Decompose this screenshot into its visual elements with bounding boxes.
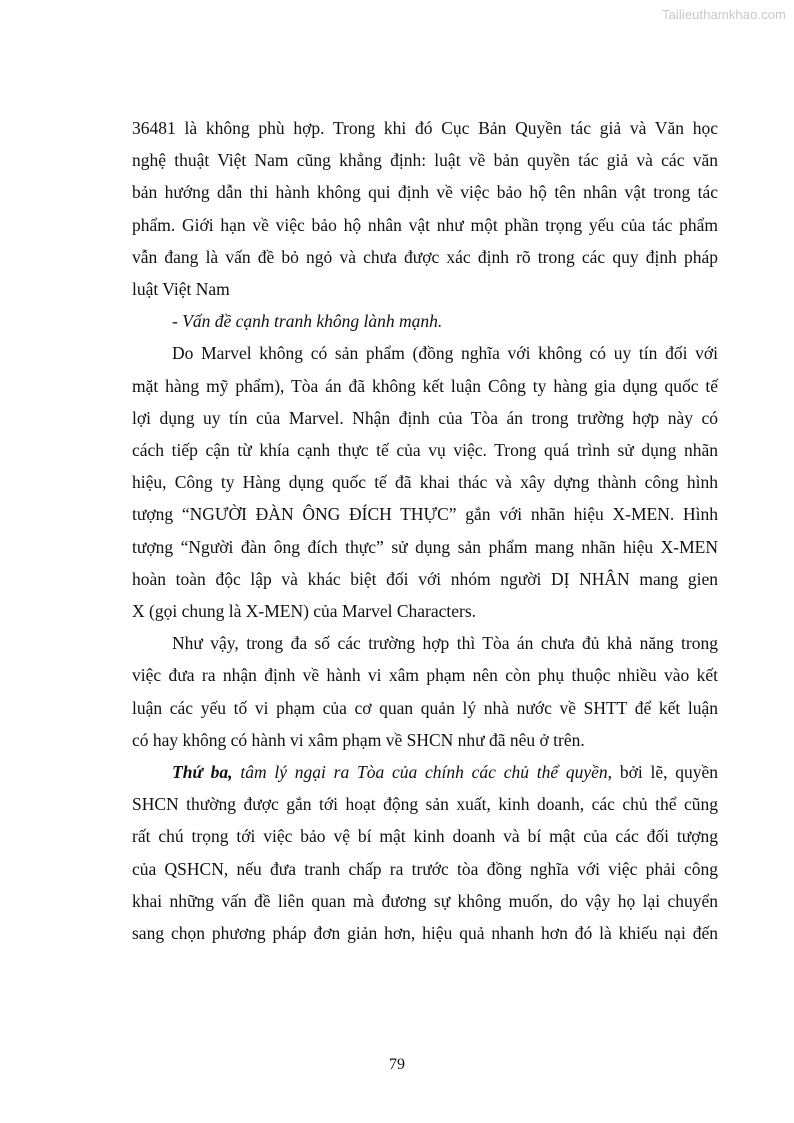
text-line: Như vậy, trong đa số các trường hợp thì Tòa án chưa đủ khả năng trong [172, 633, 718, 654]
text-line: lợi dụng uy tín của Marvel. Nhận định của Tòa án trong trường hợp này có [132, 407, 718, 428]
text-line: có hay không có hành vi xâm phạm về SHCN như đã nêu ở trên. [132, 729, 585, 750]
text-line: nghệ thuật Việt Nam cũng khẳng định: luật về bản quyền tác giả và các văn [132, 150, 718, 171]
text-line: tượng “Người đàn ông đích thực” sử dụng sản phẩm mang nhãn hiệu X-MEN [132, 536, 718, 557]
text-line: vẫn đang là vấn đề bỏ ngỏ và chưa được xác định rõ trong các quy định pháp [132, 246, 718, 267]
text-line: mặt hàng mỹ phẩm), Tòa án đã không kết luận Công ty hàng gia dụng quốc tế [132, 375, 718, 396]
text-line: rất chú trọng tới việc bảo vệ bí mật kinh doanh và bí mật của các đối tượng [132, 826, 718, 847]
text-line: luận các yếu tố vi phạm của cơ quan quản lý nhà nước về SHTT để kết luận [132, 697, 718, 718]
text-line: hiệu, Công ty Hàng dụng quốc tế đã khai thác và xây dựng thành công hình [132, 472, 718, 493]
text-line: bản hướng dẫn thi hành không qui định về việc bảo hộ tên nhân vật trong tác [132, 182, 718, 203]
watermark: Tailieuthamkhao.com [661, 7, 786, 22]
paragraph-5 [132, 756, 718, 949]
paragraph-3 [132, 337, 718, 627]
text-line: sang chọn phương pháp đơn giản hơn, hiệu quả nhanh hơn đó là khiếu nại đến [132, 923, 718, 944]
text-line: phẩm. Giới hạn về việc bảo hộ nhân vật như một phần trọng yếu của tác phẩm [132, 214, 718, 235]
text-line: Do Marvel không có sản phẩm (đồng nghĩa với không có uy tín đối với [172, 343, 718, 364]
text-line: việc đưa ra nhận định về hành vi xâm phạm nên còn phụ thuộc nhiều vào kết [132, 665, 718, 686]
text-line: SHCN thường được gắn tới hoạt động sản xuất, kinh doanh, các chủ thể cũng [132, 794, 718, 815]
page-body [132, 112, 718, 949]
lead-bold: Thứ ba, [172, 762, 233, 783]
text-line: khai những vấn đề liên quan mà đương sự không muốn, do vậy họ lại chuyển [132, 890, 718, 911]
text-line: tượng “NGƯỜI ĐÀN ÔNG ĐÍCH THỰC” gắn với nhãn hiệu X-MEN. Hình [132, 504, 718, 525]
subheading [132, 305, 718, 337]
lead-italic: tâm lý ngại ra Tòa của chính các chủ thể quyền [232, 762, 608, 783]
text-line [132, 756, 718, 788]
lead-rest: , bởi lẽ, quyền [607, 762, 718, 783]
text-line: cách tiếp cận từ khía cạnh thực tế của vụ việc. Trong quá trình sử dụng nhãn [132, 440, 718, 461]
subheading-line [132, 305, 718, 337]
paragraph-1 [132, 112, 718, 305]
paragraph-4 [132, 627, 718, 756]
dash: - [172, 311, 183, 332]
subheading-text: Vấn đề cạnh tranh không lành mạnh. [182, 311, 443, 332]
text-line: X (gọi chung là X-MEN) của Marvel Characters. [132, 601, 477, 622]
text-line: hoàn toàn độc lập và khác biệt đối với nhóm người DỊ NHÂN mang gien [132, 568, 718, 589]
text-line: luật Việt Nam [132, 279, 230, 300]
text-line: của QSHCN, nếu đưa tranh chấp ra trước tòa đồng nghĩa với việc phải công [132, 858, 718, 879]
text-line: 36481 là không phù hợp. Trong khi đó Cục Bản Quyền tác giả và Văn học [132, 118, 718, 138]
page-number: 79 [389, 1056, 405, 1073]
